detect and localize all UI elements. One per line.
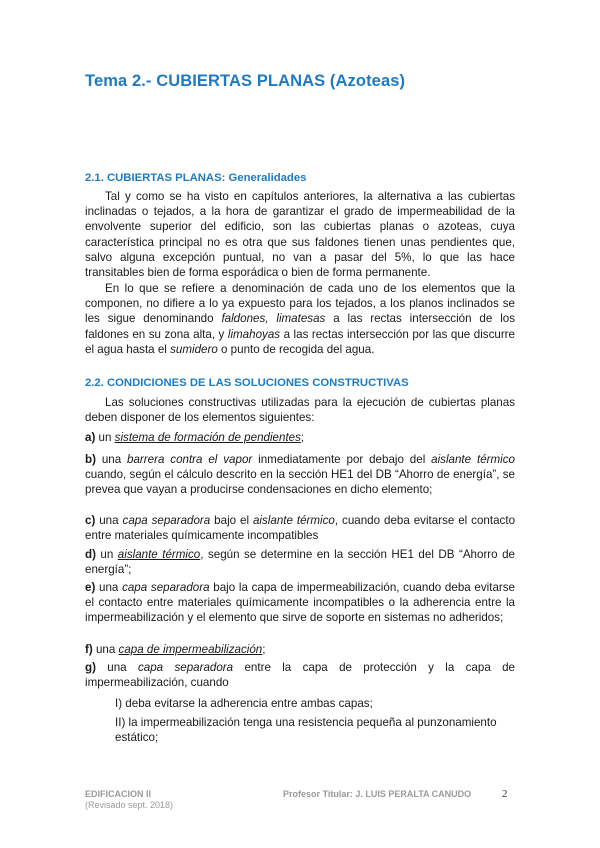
item-d-pre: un — [95, 548, 118, 561]
p2-term-limahoyas: limahoyas — [227, 327, 281, 341]
item-g-label: g) — [85, 661, 96, 674]
item-e-label: e) — [85, 581, 96, 594]
item-c-post: , cuando deba evitarse el contacto entre materiales químicamente incompatibles — [85, 514, 516, 543]
item-f-term: capa de impermeabilización — [118, 643, 263, 656]
item-f-label: f) — [85, 643, 93, 656]
footer-professor: Profesor Titular: J. LUIS PERALTA CANUDO — [283, 789, 472, 799]
item-b-post: cuando, según el cálculo descrito en la sección HE1 del DB “Ahorro de energía”, se prevea que vayan a producirse condensaciones en dicho elemento; — [85, 468, 515, 497]
item-f-pre: una — [92, 643, 119, 656]
item-c-term: capa separadora — [122, 514, 211, 527]
item-f — [85, 642, 515, 657]
item-b — [85, 452, 515, 498]
item-g-pre: una — [95, 661, 138, 674]
paragraph-generalidades-1: Tal y como se ha visto en capítulos anteriores, la alternativa a las cubiertas inclinadas o tejados, a la hora de garantizar el grado de impermeabilidad de la envolvente superior del edificio, son las cubiertas planas o azoteas, cuya característica principal no es otra que sus faldones tienen unas pendientes que, salvo alguna excepción puntual, no van a pasar del 5%, lo que las hace transitables bien de forma esporádica o bien de forma permanente. — [85, 190, 515, 280]
item-a-label: a) — [85, 431, 96, 444]
item-a-pre: un — [95, 431, 115, 444]
p2-term-sumidero: sumidero — [170, 342, 218, 356]
p2-text-e: a las rectas intersección por las que discurre el agua hasta el — [85, 327, 515, 356]
item-b-term: barrera contra el vapor — [127, 453, 253, 466]
footer-left — [85, 789, 173, 811]
item-g-sub-2: II) la impermeabilización tenga una resistencia pequeña al punzonamiento estático; — [115, 716, 497, 745]
paragraph-condiciones-intro: Las soluciones constructivas utilizadas para la ejecución de cubiertas planas deben disponer de los elementos siguientes: — [85, 396, 515, 425]
item-g-sub-1: I) deba evitarse la adherencia entre ambas capas; — [115, 697, 373, 710]
page-title: Tema 2.- CUBIERTAS PLANAS (Azoteas) — [85, 72, 406, 90]
item-a-post: ; — [300, 431, 305, 444]
item-b-pre: una — [95, 453, 128, 466]
section-heading-2-2: 2.2. CONDICIONES DE LAS SOLUCIONES CONSTRUCTIVAS — [85, 377, 409, 389]
item-c-mid: bajo el — [210, 514, 253, 527]
footer-revision: (Revisado sept. 2018) — [85, 800, 174, 810]
item-c-pre: una — [95, 514, 123, 527]
p2-term-faldones: faldones, limatesas — [221, 312, 326, 326]
item-e — [85, 580, 515, 626]
p2-text-g: o punto de recogida del agua. — [217, 342, 375, 356]
item-a — [85, 430, 515, 445]
item-d-term: aislante térmico — [117, 548, 201, 561]
item-e-post: bajo la capa de impermeabilización, cuando deba evitarse el contacto entre materiales químicamente incompatibles o la adherencia entre la impermeabilización y el elemento que sirve de soporte en sistemas no adheridos; — [85, 581, 516, 625]
footer-course: EDIFICACION II — [85, 789, 152, 799]
page-number: 2 — [502, 788, 508, 800]
item-a-term: sistema de formación de pendientes — [114, 431, 301, 444]
item-b-term2: aislante térmico — [431, 453, 515, 466]
p2-text-c: a las rectas intersección de los faldones en su zona alta, y — [85, 312, 516, 341]
item-c-term2: aislante térmico — [252, 514, 335, 527]
item-d-label: d) — [85, 548, 96, 561]
item-d — [85, 547, 515, 577]
item-b-label: b) — [85, 453, 96, 466]
item-c — [85, 513, 515, 543]
item-b-mid: inmediatamente por debajo del — [252, 453, 432, 466]
item-e-term: capa separadora — [122, 581, 210, 594]
p2-text-a: En lo que se refiere a denominación de cada uno de los elementos que la componen, no difiere a lo ya expuesto para los tejados, a los planos inclinados se les sigue denominando — [85, 282, 515, 326]
item-e-pre: una — [95, 581, 123, 594]
section-heading-2-1: 2.1. CUBIERTAS PLANAS: Generalidades — [85, 172, 307, 184]
item-g — [85, 660, 515, 690]
item-c-label: c) — [85, 514, 96, 527]
item-f-post: ; — [262, 643, 266, 656]
item-g-term: capa separadora — [137, 661, 234, 674]
item-g-post: entre la capa de protección y la capa de impermeabilización, cuando — [85, 661, 516, 690]
item-d-post: , según se determine en la sección HE1 del DB “Ahorro de energía”; — [85, 548, 515, 577]
paragraph-generalidades-2 — [85, 281, 515, 357]
